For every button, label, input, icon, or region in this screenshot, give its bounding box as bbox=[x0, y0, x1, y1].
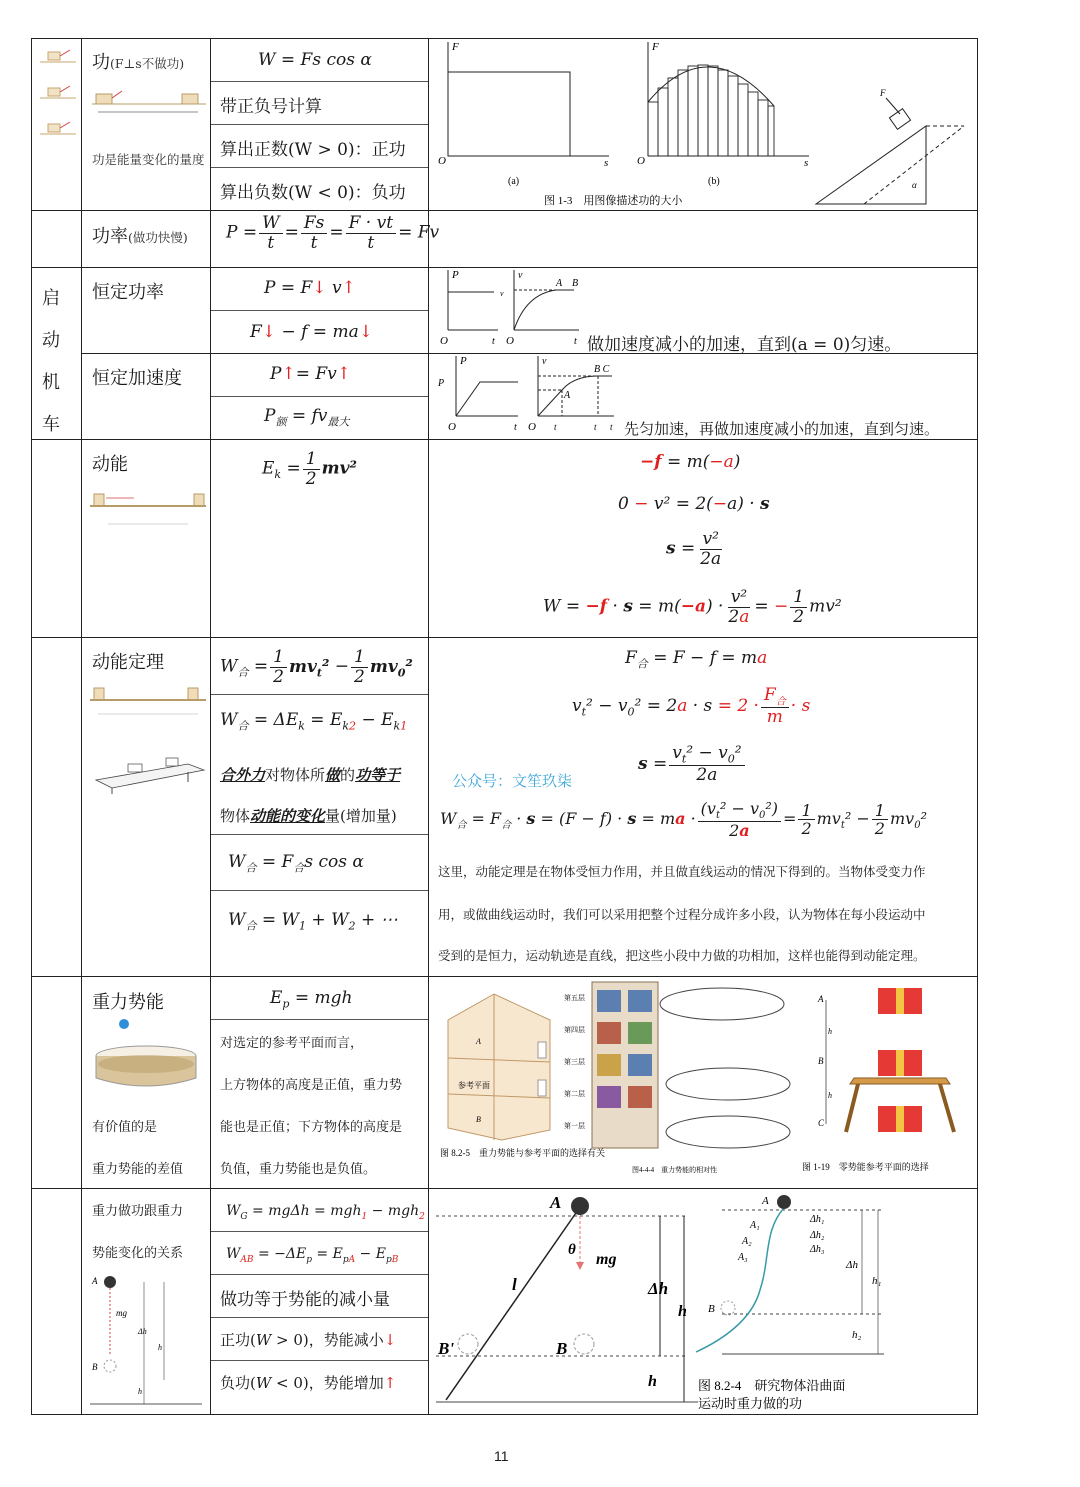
gravity-pe-desc-2: 上方物体的高度是正值，重力势 bbox=[220, 1078, 403, 1093]
work-graph-figure bbox=[434, 40, 974, 208]
page-number: 11 bbox=[494, 1448, 509, 1464]
svg-text:A: A bbox=[564, 390, 571, 401]
theorem-paragraph-3: 受到的是恒力，运动轨迹是直线，把这些小段中力做的功相加，这样也能得到动能定理。 bbox=[438, 948, 926, 963]
kinetic-label: 动能 bbox=[92, 454, 128, 475]
svg-text:s: s bbox=[604, 157, 609, 169]
theorem-thumbnail bbox=[88, 684, 208, 796]
svg-text:h: h bbox=[678, 1303, 687, 1320]
theorem-formula-sum: $W_合 = W_1 + W_2$ + ⋯ bbox=[228, 910, 398, 933]
constant-power-graphs bbox=[434, 268, 584, 350]
gravity-work-formula-2: $W_{AB} = -\Delta E_p = E_{pA} - E_{pB}$ bbox=[226, 1246, 399, 1265]
theorem-paragraph-1: 这里，动能定理是在物体受恒力作用，并且做直线运动的情况下得到的。当物体受变力作 bbox=[438, 864, 926, 879]
svg-text:第一层: 第一层 bbox=[564, 1122, 585, 1130]
pe-fig-caption-2: 图4-4-4 重力势能的相对性 bbox=[632, 1166, 718, 1174]
power-label: 功率(做功快慢) bbox=[92, 226, 188, 247]
svg-text:A: A bbox=[550, 1193, 562, 1212]
svg-text:t: t bbox=[574, 336, 577, 347]
svg-text:A₁: A₁ bbox=[750, 1220, 760, 1231]
kinetic-deriv-1: −f = m(−a) bbox=[640, 452, 741, 472]
theorem-deriv-4: $W_合 = F_合 \cdot s = (F - f) \cdot s$ = ma · $\frac{(v_t^2 - v_0^2)}{2a}$ = $\frac{1}{2}$ $mv_t^2$ − $\frac{1}{2}$ $mv_0^2$ bbox=[440, 799, 927, 841]
svg-text:Δh₁: Δh₁ bbox=[810, 1214, 825, 1225]
svg-text:C: C bbox=[818, 1118, 825, 1128]
kinetic-formula: $E_k$ = $\frac{1}{2}$ mv² bbox=[262, 449, 357, 489]
svg-text:O: O bbox=[440, 335, 448, 347]
svg-text:h: h bbox=[828, 1027, 832, 1036]
theorem-formula-cos: $W_合 = F_合s$ cos α bbox=[228, 852, 364, 875]
gravity-pe-thumbnail bbox=[88, 1016, 204, 1102]
svg-text:B C: B C bbox=[594, 364, 610, 375]
svg-text:mg: mg bbox=[116, 1308, 127, 1318]
gravity-pe-formula: $E_p$ = mgh bbox=[270, 988, 353, 1011]
kinetic-deriv-3: s = $\frac{\text{v²}}{2a}$ bbox=[666, 529, 722, 569]
kinetic-deriv-2: 0 − v² = 2(−a) · s bbox=[618, 494, 770, 514]
startup-side-label: 启 动 机 车 bbox=[42, 288, 60, 435]
theorem-deriv-1: $F_合 = F - f$ = ma bbox=[625, 648, 768, 671]
constant-accel-formula-2: $P_额 = fv_{最大}$ bbox=[264, 406, 350, 429]
svg-text:B: B bbox=[92, 1362, 98, 1372]
fig-a-label: (a) bbox=[508, 176, 520, 187]
gravity-pe-desc-3: 能也是正值；下方物体的高度是 bbox=[220, 1120, 403, 1135]
svg-text:B: B bbox=[476, 1115, 481, 1124]
work-inline-figure bbox=[90, 86, 208, 126]
constant-power-formula-1: P = F↓ v↑ bbox=[264, 278, 356, 298]
theorem-statement-2: 物体动能的变化量(增加量) bbox=[220, 807, 397, 825]
svg-text:A: A bbox=[92, 1276, 98, 1286]
svg-text:Δh: Δh bbox=[138, 1327, 147, 1336]
theorem-deriv-2: $v_t^2 - v_0^2 = 2a \cdot s = 2$ · $\frac{F_合}{m}$ · s bbox=[572, 685, 811, 728]
constant-power-formula-2: F↓ − f = ma↓ bbox=[250, 322, 373, 342]
gravity-pe-desc-1: 对选定的参考平面而言， bbox=[220, 1036, 364, 1051]
svg-text:Δh: Δh bbox=[846, 1259, 858, 1271]
svg-text:h₂: h₂ bbox=[852, 1329, 862, 1341]
svg-text:h: h bbox=[828, 1091, 832, 1100]
svg-text:mg: mg bbox=[596, 1251, 617, 1268]
svg-text:B: B bbox=[572, 278, 579, 289]
work-item-1: 带正负号计算 bbox=[220, 97, 322, 117]
svg-text:P: P bbox=[460, 355, 467, 367]
svg-text:B': B' bbox=[438, 1339, 455, 1358]
svg-text:O: O bbox=[528, 421, 536, 433]
svg-text:l: l bbox=[512, 1275, 517, 1294]
svg-text:A: A bbox=[818, 994, 824, 1004]
curve-fig-caption-1: 图 8.2-4 研究物体沿曲面 bbox=[698, 1378, 846, 1393]
svg-text:h: h bbox=[648, 1373, 657, 1390]
constant-power-label: 恒定功率 bbox=[92, 282, 164, 303]
svg-text:第二层: 第二层 bbox=[564, 1090, 585, 1098]
power-formula: P = $\frac{W}{t}$ = $\frac{Fs}{t}$ = $\frac{F \cdot vt}{t}$ = Fv bbox=[226, 213, 440, 253]
svg-text:B: B bbox=[818, 1056, 824, 1066]
theorem-deriv-3: s = $\frac{v_t^2 - v_0^2}{2a}$ bbox=[638, 744, 747, 785]
fig-caption: 图 1-3 用图像描述功的大小 bbox=[544, 195, 683, 207]
pe-fig-caption-1: 图 8.2-5 重力势能与参考平面的选择有关 bbox=[440, 1148, 605, 1158]
svg-text:第三层: 第三层 bbox=[564, 1058, 585, 1066]
work-side-note: 功是能量变化的量度 bbox=[92, 152, 205, 167]
constant-accel-desc: 先匀加速，再做加速度减小的加速，直到匀速。 bbox=[624, 420, 940, 438]
gravity-work-item-1: 做功等于势能的减小量 bbox=[220, 1290, 390, 1310]
svg-text:Δh₃: Δh₃ bbox=[810, 1244, 825, 1255]
svg-text:第五层: 第五层 bbox=[564, 994, 585, 1002]
gravity-pe-desc-4: 负值，重力势能也是负值。 bbox=[220, 1162, 377, 1177]
theorem-formula-1: $W_合$ = $\frac{1}{2}$ $mv_t^2$ − $\frac{1}{2}$ $mv_0^2$ bbox=[220, 647, 413, 687]
pe-fig-caption-3: 图 1-19 零势能参考平面的选择 bbox=[802, 1162, 929, 1172]
svg-text:v: v bbox=[500, 289, 504, 298]
svg-text:t: t bbox=[554, 422, 557, 432]
work-formula: W = Fs cos α bbox=[258, 50, 372, 70]
svg-text:P: P bbox=[452, 269, 459, 281]
svg-text:s: s bbox=[804, 157, 809, 169]
svg-text:参考平面: 参考平面 bbox=[458, 1081, 490, 1090]
constant-accel-label: 恒定加速度 bbox=[92, 368, 182, 389]
gravity-work-item-3: 负功(W < 0)，势能增加↑ bbox=[220, 1374, 397, 1392]
gravity-work-label-2: 势能变化的关系 bbox=[92, 1246, 184, 1261]
constant-accel-formula-1: P↑= Fv↑ bbox=[270, 364, 352, 384]
gravity-pe-label: 重力势能 bbox=[92, 992, 164, 1013]
svg-text:h: h bbox=[138, 1387, 142, 1396]
work-thumbnail-figure bbox=[38, 44, 78, 194]
svg-text:第四层: 第四层 bbox=[564, 1026, 585, 1034]
svg-text:t: t bbox=[610, 422, 613, 432]
kinetic-deriv-4: W = −f · s = m(−a) · $\frac{\text{v²}}{2a}$ = − $\frac{1}{2}$ mv² bbox=[543, 587, 842, 627]
work-item-2: 算出正数(W > 0)：正功 bbox=[220, 140, 406, 160]
gravity-work-thumbnail bbox=[88, 1270, 204, 1410]
svg-text:A: A bbox=[556, 278, 563, 289]
svg-text:A: A bbox=[476, 1037, 481, 1046]
gravity-pe-note-2: 重力势能的差值 bbox=[92, 1162, 184, 1177]
fig-b-label: (b) bbox=[708, 176, 720, 187]
gravity-work-formula-1: $W_G = mg\Delta h = mgh_1 - mgh_2$ bbox=[226, 1203, 425, 1222]
gravity-pe-note-1: 有价值的是 bbox=[92, 1120, 158, 1135]
svg-text:O: O bbox=[448, 421, 456, 433]
theorem-statement-1: 合外力对物体所做的功等于 bbox=[220, 766, 401, 784]
svg-text:F: F bbox=[452, 41, 459, 53]
svg-text:F: F bbox=[652, 41, 659, 53]
svg-text:θ: θ bbox=[568, 1242, 576, 1258]
svg-text:O: O bbox=[637, 155, 645, 167]
svg-text:t: t bbox=[514, 422, 517, 433]
constant-power-desc: 做加速度减小的加速，直到(a = 0)匀速。 bbox=[587, 335, 902, 355]
watermark: 公众号：文笙玖柒 bbox=[452, 772, 573, 790]
svg-text:h₁: h₁ bbox=[872, 1275, 882, 1287]
svg-text:B: B bbox=[708, 1303, 715, 1315]
work-item-3: 算出负数(W < 0)：负功 bbox=[220, 183, 406, 203]
kinetic-thumbnail bbox=[88, 488, 208, 532]
gravity-work-item-2: 正功(W > 0)，势能减小↓ bbox=[220, 1331, 397, 1349]
svg-text:h: h bbox=[158, 1343, 162, 1352]
work-label: 功(F⊥s不做功) bbox=[92, 52, 185, 73]
svg-text:v: v bbox=[542, 356, 547, 367]
curve-fig-caption-2: 运动时重力做的功 bbox=[698, 1396, 803, 1411]
theorem-label: 动能定理 bbox=[92, 652, 164, 673]
gravity-pe-figures bbox=[432, 980, 974, 1184]
svg-text:v: v bbox=[518, 270, 523, 281]
svg-text:α: α bbox=[912, 180, 917, 190]
theorem-paragraph-2: 用，或做曲线运动时，我们可以采用把整个过程分成许多小段，认为物体在每小段运动中 bbox=[438, 907, 926, 922]
theorem-formula-2: $W_合 = \Delta E_k = E_{k2} - E_{k1}$ bbox=[220, 710, 408, 733]
svg-text:P: P bbox=[438, 378, 445, 389]
svg-text:A: A bbox=[762, 1195, 769, 1207]
svg-text:A₂: A₂ bbox=[742, 1236, 752, 1247]
svg-text:Δh: Δh bbox=[648, 1279, 669, 1298]
gravity-work-label-1: 重力做功跟重力 bbox=[92, 1204, 184, 1219]
constant-accel-graphs bbox=[434, 354, 624, 436]
svg-text:O: O bbox=[438, 155, 446, 167]
svg-text:t: t bbox=[594, 422, 597, 432]
svg-text:A₃: A₃ bbox=[738, 1252, 748, 1263]
svg-text:O: O bbox=[506, 335, 514, 347]
svg-text:B: B bbox=[556, 1339, 568, 1358]
svg-text:F: F bbox=[880, 88, 886, 98]
gravity-work-figure bbox=[432, 1190, 974, 1412]
svg-text:Δh₂: Δh₂ bbox=[810, 1230, 825, 1241]
svg-text:t: t bbox=[492, 336, 495, 347]
